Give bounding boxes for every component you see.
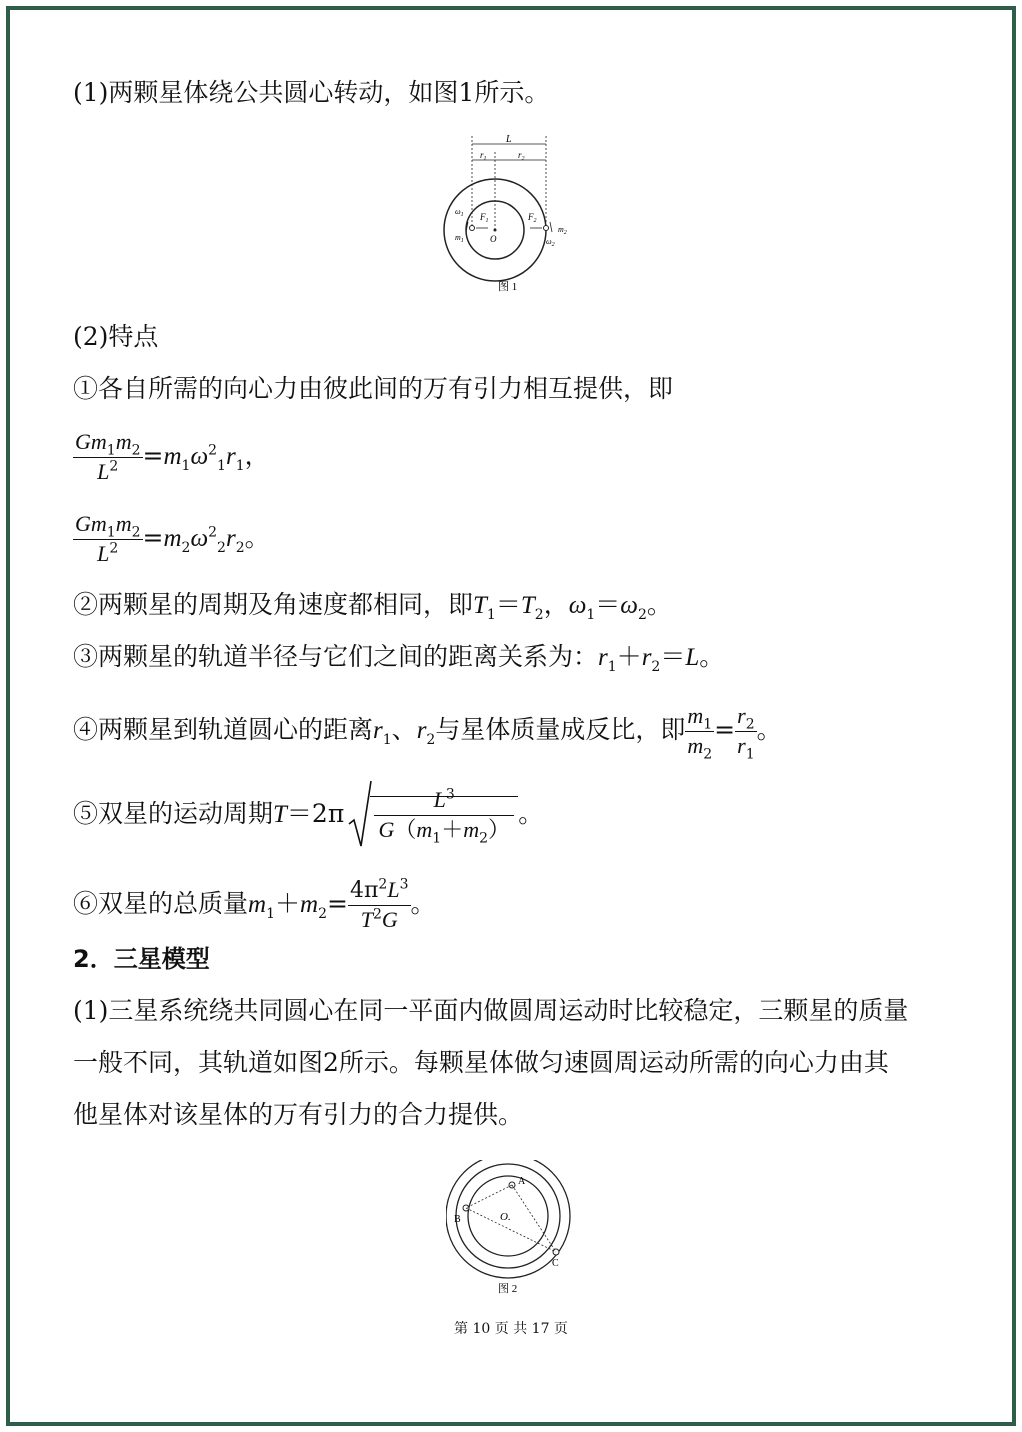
paragraph-8: ⑥双星的总质量$m_1+m_2=$ $\frac{4\pi^2L^3}{T^2G}$ 。 <box>73 876 436 932</box>
paragraph-3: ①各自所需的向心力由彼此间的万有引力相互提供，即 <box>73 374 674 403</box>
page-footer: 第 10 页 共 17 页 <box>454 1321 568 1337</box>
figure-1 <box>440 130 580 304</box>
fig2-label-C: C <box>552 1258 559 1269</box>
paragraph-5: ③两颗星的轨道半径与它们之间的距离关系为：$r_1+r_2=L$。 <box>73 642 725 675</box>
equation-2: $\frac{Gm_1m_2}{L^2}$ $=m_2\omega^2_2r_2$。 <box>75 511 270 566</box>
fig2-caption: 图 2 <box>498 1283 518 1295</box>
section-heading-three-star: 2．三星模型 <box>73 945 210 973</box>
fig1-label-m1: $m_1$ <box>455 233 464 244</box>
fig1-label-r2: $r_2$ <box>518 150 525 162</box>
paragraph-6: ④两颗星到轨道圆心的距离$r_1$、$r_2$与星体质量成反比，即 $\frac{m_1}{m_2}$ = $\frac{r_2}{r_1}$ 。 <box>73 703 782 763</box>
equation-1: $\frac{Gm_1m_2}{L^2}$ $=m_1\omega^2_1r_1$， <box>75 429 270 484</box>
paragraph-2: (2)特点 <box>73 322 159 351</box>
paragraph-4: ②两颗星的周期及角速度都相同，即$T_1=T_2$，$\omega_1=\omega_2$。 <box>73 590 672 623</box>
fig2-label-O: O. <box>500 1211 511 1223</box>
paragraph-9-line-1: (1)三星系统绕共同圆心在同一平面内做圆周运动时比较稳定，三颗星的质量 <box>73 996 909 1025</box>
fig1-label-F2: $F_2$ <box>528 212 537 224</box>
fig1-label-w1: $\omega_1$ <box>455 207 464 218</box>
figure-1-diagram <box>440 130 580 300</box>
fig2-label-B: B <box>454 1214 461 1225</box>
paragraph-1: (1)两颗星体绕公共圆心转动，如图1所示。 <box>73 78 550 107</box>
fig1-label-r1: $r_1$ <box>480 150 487 162</box>
fig1-label-O: O <box>490 234 497 244</box>
fig2-label-A: A <box>518 1176 526 1187</box>
paragraph-7: ⑤双星的运动周期T＝2π $\frac{L^3}{G(m_1+m_2)}$ 。 <box>73 786 543 845</box>
figure-2 <box>446 1160 576 1304</box>
paragraph-9-line-3: 他星体对该星体的万有引力的合力提供。 <box>73 1100 524 1129</box>
paragraph-9-line-2: 一般不同，其轨道如图2所示。每颗星体做匀速圆周运动所需的向心力由其 <box>73 1048 889 1077</box>
fig1-label-L: L <box>506 134 512 145</box>
fig1-label-m2: $m_2$ <box>558 225 567 236</box>
fig1-caption: 图 1 <box>498 281 518 293</box>
figure-2-diagram <box>446 1160 576 1300</box>
fig1-label-w2: $\omega_2$ <box>546 237 555 248</box>
fig1-label-F1: $F_1$ <box>480 212 489 224</box>
